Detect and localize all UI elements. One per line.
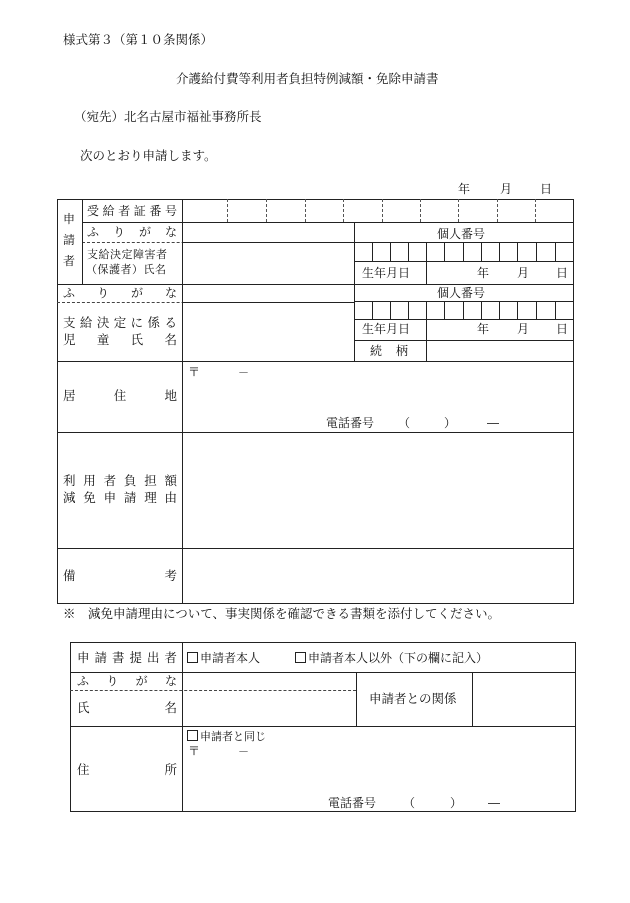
reason-field[interactable] [183,433,573,547]
child-name-field[interactable] [183,303,353,360]
date-month-label: 月 [500,182,513,196]
date-year-label: 年 [458,182,471,196]
checkbox-icon [187,652,198,663]
submitter-name-label: 氏 名 [77,700,177,715]
child-furigana-label: ふ り が な [63,286,177,300]
applicant-furigana-field[interactable] [183,223,353,241]
reason-label-2: 減 免 申 請 理 由 [63,490,177,505]
submitter-phone-label: 電話番号 [328,796,377,810]
applicant-personal-number-field[interactable] [355,243,573,260]
child-personal-number-field[interactable] [355,302,573,318]
applicant-name-label-1: 支給決定障害者 [87,248,168,261]
submitter-relation-label: 申請者との関係 [369,691,457,706]
option-other-checkbox[interactable]: 申請者本人以外（下の欄に記入） [295,652,488,664]
submitter-address-label: 住 所 [77,762,177,777]
submitter-label: 申 請 書 提 出 者 [77,650,177,665]
child-birthdate-label: 生年月日 [362,322,411,336]
child-relationship-label: 続 柄 [370,344,408,358]
submitter-relation-field[interactable] [473,673,575,725]
remarks-label: 備 考 [63,568,177,583]
child-personal-no-label: 個人番号 [437,286,486,300]
applicant-name-field[interactable] [183,243,353,283]
same-as-applicant-checkbox[interactable]: 申請者と同じ [187,730,266,742]
applicant-birthdate-field[interactable] [427,262,573,283]
reason-label-1: 利 用 者 負 担 額 [63,473,177,488]
date-day-label: 日 [540,182,553,196]
addressee: （宛先）北名古屋市福祉事務所長 [74,109,262,124]
checkbox-icon [295,652,306,663]
form-title: 介護給付費等利用者負担特例減額・免除申請書 [176,71,439,86]
submitter-address-field[interactable] [183,760,575,790]
remarks-field[interactable] [183,549,573,603]
checkbox-icon [187,730,198,741]
option-self-checkbox[interactable]: 申請者本人 [187,652,260,664]
submitter-name-field[interactable] [183,691,355,725]
child-relationship-field[interactable] [427,341,573,360]
child-name-label-1: 支 給 決 定 に 係 る [63,315,177,330]
intro-text: 次のとおり申請します。 [80,148,217,163]
applicant-name-label-2: （保護者）氏名 [86,263,167,276]
submitter-furigana-field[interactable] [183,673,355,689]
recipient-cert-number-field[interactable] [183,200,573,221]
child-birthdate-field[interactable] [427,320,573,339]
child-name-label-2: 児 童 氏 名 [63,332,177,347]
residence-phone-label: 電話番号 [326,416,375,430]
residence-label: 居 住 地 [63,388,177,403]
applicant-furigana-label: ふ り が な [87,225,177,239]
recipient-cert-label: 受 給 者 証 番 号 [87,204,177,218]
applicant-personal-no-label: 個人番号 [437,227,486,241]
child-furigana-field[interactable] [183,285,353,301]
postal-mark: 〒 [188,365,201,379]
form-number: 様式第３（第１０条関係） [63,32,214,47]
attachment-note: ※ 減免申請理由について、事実関係を確認できる書類を添付してください。 [63,606,501,621]
applicant-birthdate-label: 生年月日 [362,266,411,280]
submitter-furigana-label: ふ り が な [77,674,177,688]
applicant-group-label-1: 申 [63,212,76,226]
